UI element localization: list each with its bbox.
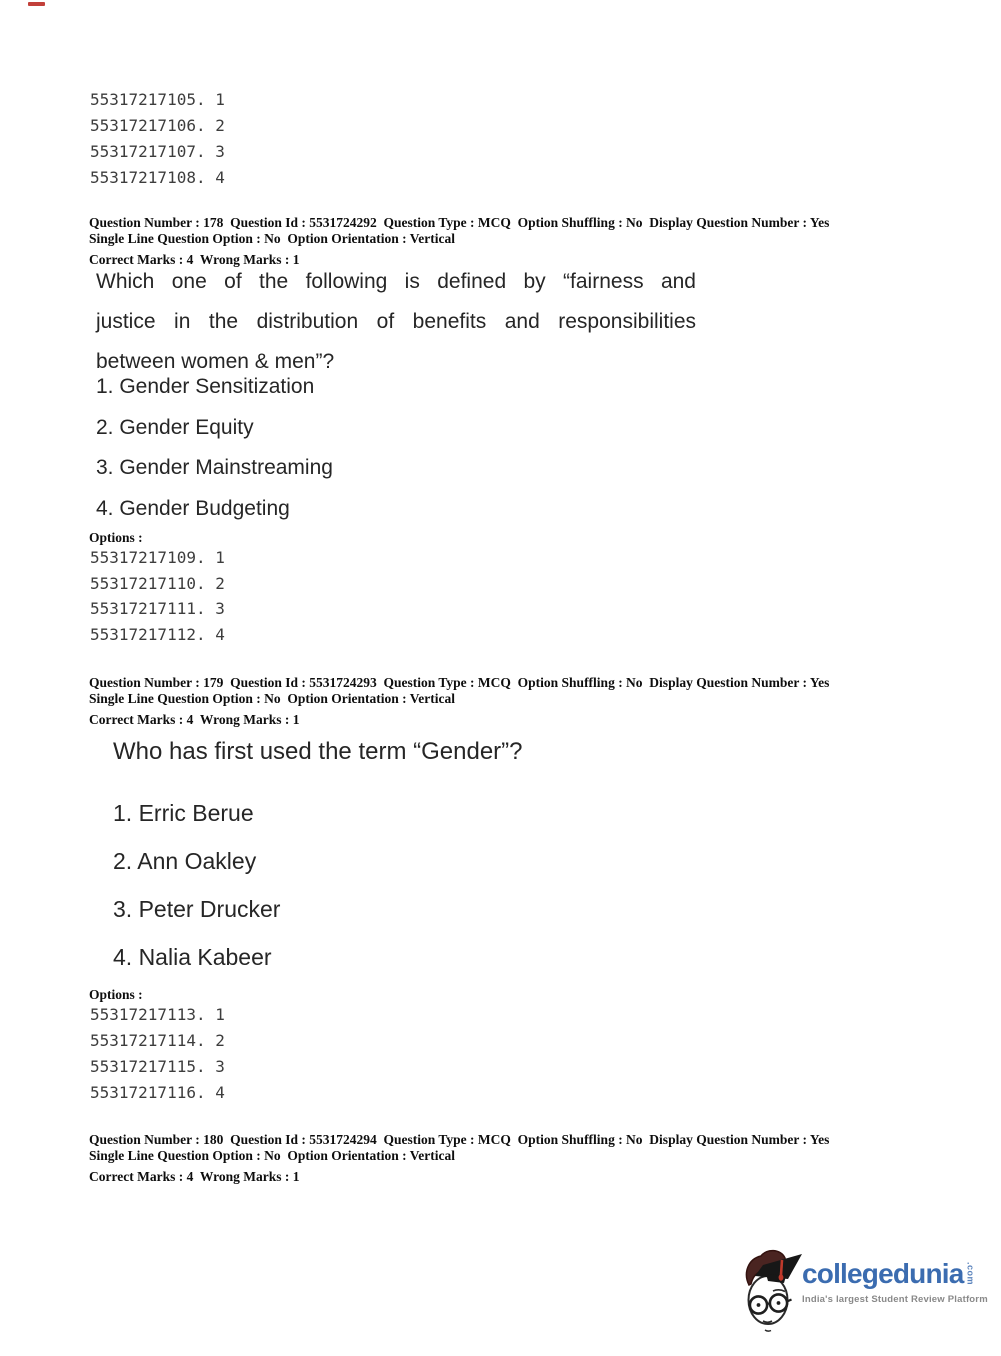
option-id-row: 55317217116. 4: [90, 1083, 225, 1102]
option-row: 1. Erric Berue: [113, 800, 254, 826]
question-text-line: Which one of the following is defined by “fairness and: [96, 270, 696, 293]
option-id-row: 55317217112. 4: [90, 624, 225, 644]
meta-line-2: Single Line Question Option : No Option Orientation : Vertical: [89, 1147, 456, 1163]
mascot-icon: [740, 1245, 804, 1333]
question-180-metadata: [89, 1132, 994, 1184]
option-id-row: 55317217108. 4: [90, 168, 225, 187]
meta-marks-line: Correct Marks : 4 Wrong Marks : 1: [89, 251, 300, 267]
meta-line-1: Question Number : 178 Question Id : 5531724292 Question Type : MCQ Option Shuffling : No Display Question Number : Yes: [89, 215, 830, 230]
meta-line-1: Question Number : 180 Question Id : 5531724294 Question Type : MCQ Option Shuffling : No Display Question Number : Yes: [89, 1132, 830, 1147]
question-text-line: between women & men”?: [96, 350, 335, 373]
option-id-row: 55317217105. 1: [90, 90, 225, 109]
option-id-row: 55317217110. 2: [90, 573, 225, 593]
question-178-options: [96, 367, 333, 529]
prev-question-option-ids: [90, 87, 225, 191]
option-id-row: 55317217109. 1: [90, 548, 225, 567]
question-179-text: Who has first used the term “Gender”?: [113, 738, 523, 765]
option-row: 3. Gender Mainstreaming: [96, 456, 333, 480]
meta-line-1: Question Number : 179 Question Id : 5531724293 Question Type : MCQ Option Shuffling : No Display Question Number : Yes: [89, 675, 830, 690]
question-179-option-ids: [90, 1002, 225, 1106]
meta-line-2: Single Line Question Option : No Option Orientation : Vertical: [89, 230, 456, 246]
option-row: 2. Ann Oakley: [113, 848, 257, 874]
question-text-line: justice in the distribution of benefits and responsibilities: [96, 310, 696, 333]
meta-marks-line: Correct Marks : 4 Wrong Marks : 1: [89, 1168, 300, 1184]
option-id-row: 55317217114. 2: [90, 1031, 225, 1050]
brand-domain: .com: [965, 1262, 976, 1286]
option-id-row: 55317217113. 1: [90, 1005, 225, 1024]
options-label: Options :: [89, 987, 143, 1002]
brand-row: [802, 1259, 988, 1289]
question-178-metadata: [89, 215, 994, 267]
meta-line-2: Single Line Question Option : No Option Orientation : Vertical: [89, 690, 456, 706]
option-row: 4. Gender Budgeting: [96, 496, 290, 520]
option-row: 2. Gender Equity: [96, 415, 254, 439]
option-row: 1. Gender Sensitization: [96, 375, 315, 398]
question-178-option-ids: [90, 545, 225, 647]
question-179-metadata: [89, 675, 994, 727]
option-row: 3. Peter Drucker: [113, 896, 281, 922]
option-id-row: 55317217107. 3: [90, 142, 225, 161]
collegedunia-logo: [740, 1243, 988, 1335]
meta-marks-line: Correct Marks : 4 Wrong Marks : 1: [89, 711, 300, 727]
option-id-row: 55317217111. 3: [90, 599, 225, 619]
options-label: Options :: [89, 530, 143, 545]
logo-text-block: [802, 1259, 988, 1305]
scan-artifact-mark: [28, 2, 45, 6]
brand-tagline: India's largest Student Review Platform: [802, 1294, 988, 1305]
option-row: 4. Nalia Kabeer: [113, 944, 272, 970]
brand-name: collegedunia: [802, 1258, 964, 1289]
question-179-options: [113, 789, 280, 981]
question-178-text: [96, 262, 696, 382]
option-id-row: 55317217115. 3: [90, 1057, 225, 1076]
option-id-row: 55317217106. 2: [90, 116, 225, 135]
